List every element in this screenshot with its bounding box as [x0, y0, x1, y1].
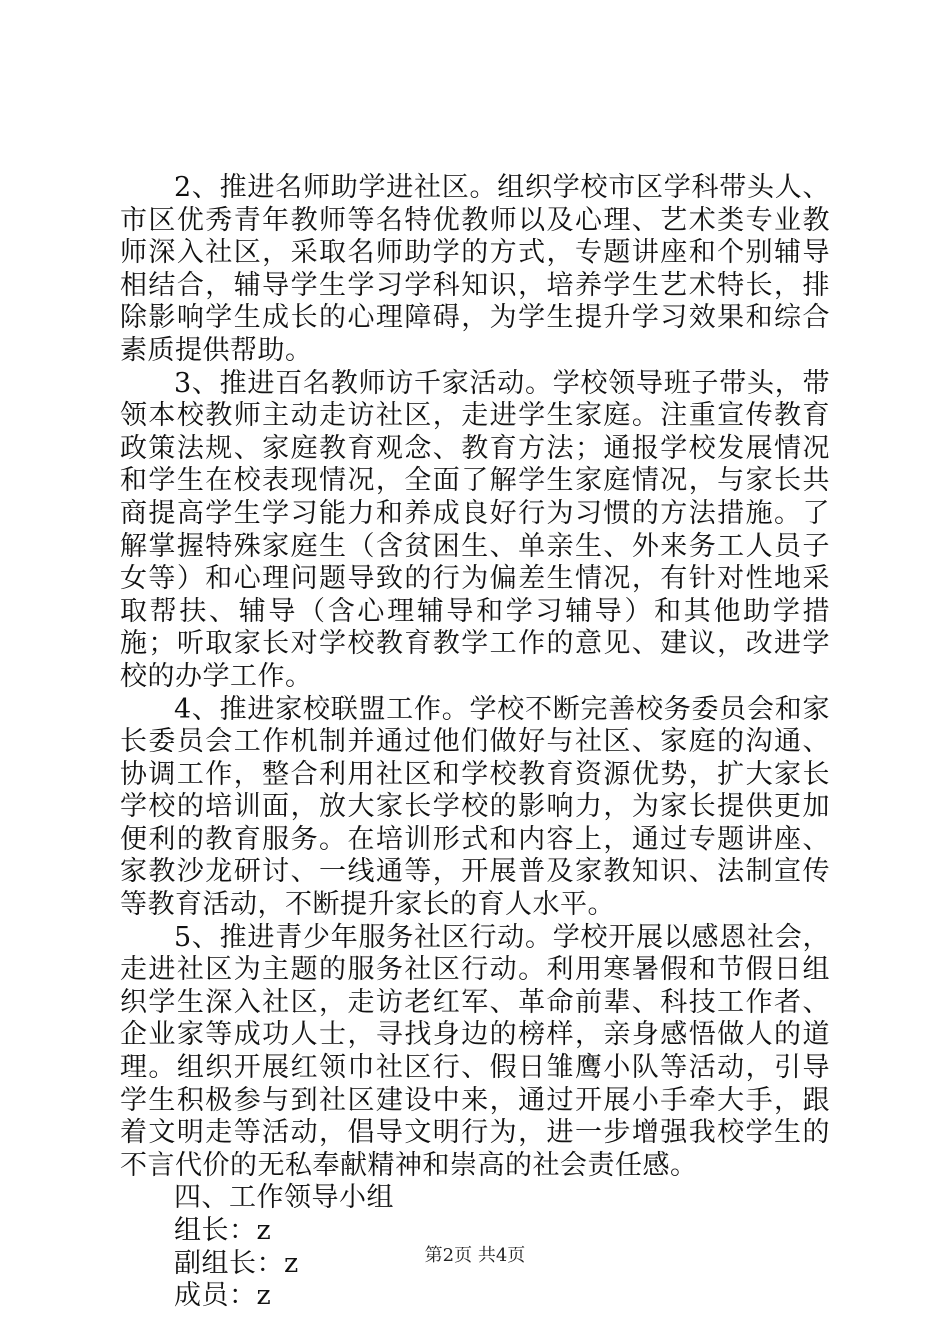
member-members: 成员：z [174, 1280, 272, 1312]
paragraph-3: 3、推进百名教师访千家活动。学校领导班子带头，带领本校教师主动走访社区，走进学生家庭。注重宣传教育政策法规、家庭教育观念、教育方法；通报学校发展情况和学生在校表现情况，全面了解学生家庭情况，与家长共商提高学生学习能力和养成良好行为习惯的方法措施。了解掌握特殊家庭生（含贫困生、单亲生、外来务工人员子女等）和心理问题导致的行为偏差生情况，有针对性地采取帮扶、辅导（含心理辅导和学习辅导）和其他助学措施；听取家长对学校教育教学工作的意见、建议，改进学校的办学工作。 [120, 367, 830, 692]
paragraph-5: 5、推进青少年服务社区行动。学校开展以感恩社会，走进社区为主题的服务社区行动。利用寒暑假和节假日组织学生深入社区，走访老红军、革命前辈、科技工作者、企业家等成功人士，寻找身边的榜样，亲身感悟做人的道理。组织开展红领巾社区行、假日雏鹰小队等活动，引导学生积极参与到社区建设中来，通过开展小手牵大手，跟着文明走等活动，倡导文明行为，进一步增强我校学生的不言代价的无私奉献精神和崇高的社会责任感。 [120, 921, 830, 1181]
section-heading: 四、工作领导小组 [174, 1182, 394, 1214]
paragraph-4: 4、推进家校联盟工作。学校不断完善校务委员会和家长委员会工作机制并通过他们做好与社区、家庭的沟通、协调工作，整合利用社区和学校教育资源优势，扩大家长学校的培训面，放大家长学校的影响力，为家长提供更加便利的教育服务。在培训形式和内容上，通过专题讲座、家教沙龙研讨、一线通等，开展普及家教知识、法制宣传等教育活动，不断提升家长的育人水平。 [120, 693, 830, 921]
page-number: 第2页 共4页 [424, 1245, 526, 1266]
member-deputy-leader: 副组长：z [174, 1247, 299, 1279]
paragraph-2: 2、推进名师助学进社区。组织学校市区学科带头人、市区优秀青年教师等名特优教师以及心理、艺术类专业教师深入社区，采取名师助学的方式，专题讲座和个别辅导相结合，辅导学生学习学科知识，培养学生艺术特长，排除影响学生成长的心理障碍，为学生提升学习效果和综合素质提供帮助。 [120, 172, 830, 366]
member-leader: 组长：z [174, 1215, 272, 1246]
document-body [120, 172, 830, 1313]
